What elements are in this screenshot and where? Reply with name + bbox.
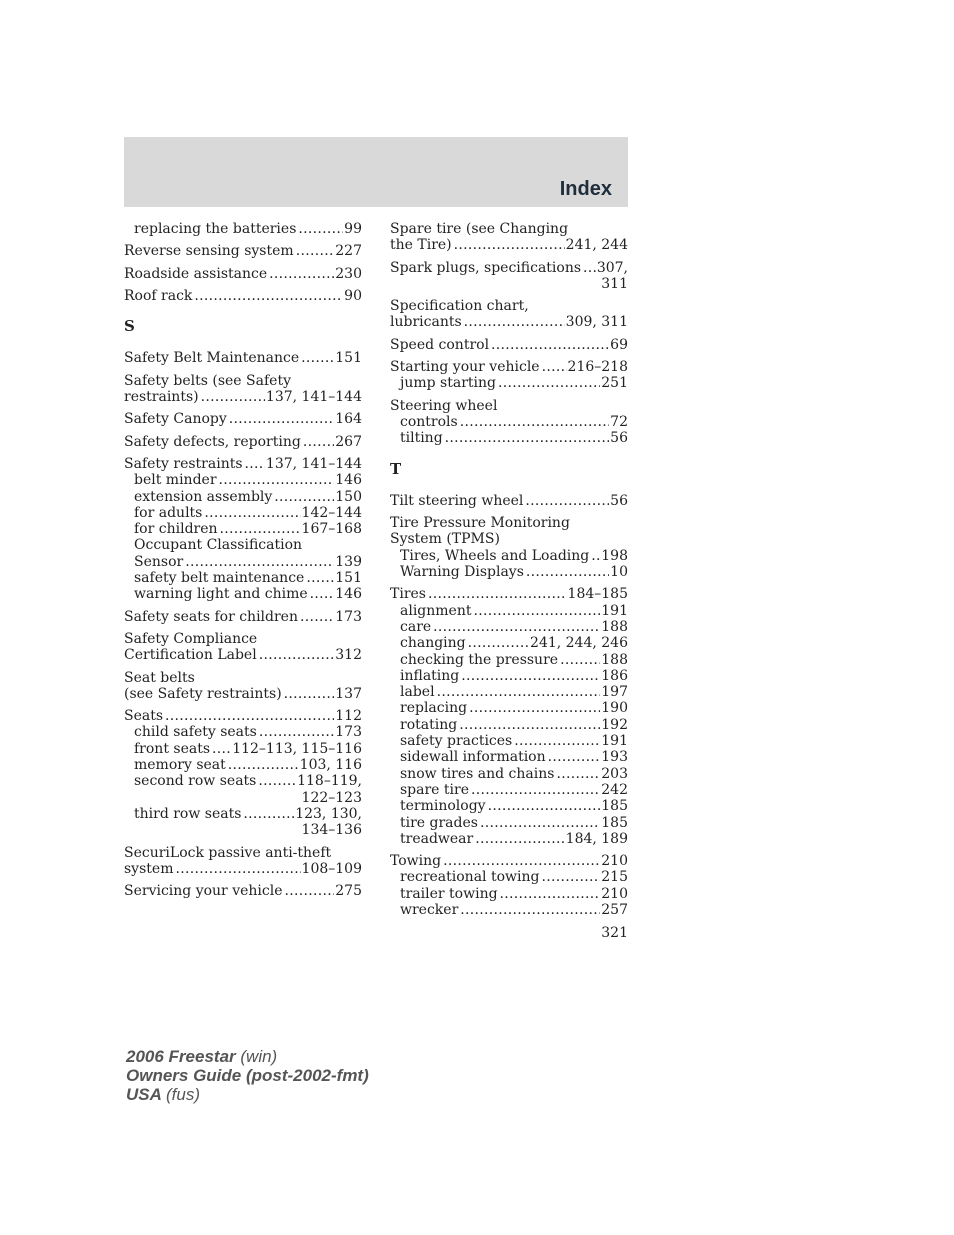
index-entry — [390, 493, 628, 509]
index-term: Certification Label — [124, 647, 257, 664]
index-term: system — [124, 860, 174, 877]
dot-leader — [471, 782, 600, 798]
index-entry — [124, 845, 362, 878]
footer-line-2: Owners Guide (post-2002-fmt) — [126, 1066, 369, 1085]
index-term: Starting your vehicle — [390, 359, 540, 376]
page-ref: 257 — [601, 901, 628, 918]
index-term: Safety seats for children — [124, 608, 298, 625]
dot-leader — [583, 260, 596, 276]
index-line — [124, 411, 362, 427]
index-heading-line: Specification chart, — [390, 298, 529, 315]
index-term: wrecker — [400, 901, 459, 918]
dot-leader — [526, 564, 609, 580]
index-term: tire grades — [400, 814, 478, 831]
index-line — [124, 266, 362, 282]
index-subentry — [124, 806, 362, 822]
section-letter: T — [390, 459, 402, 478]
index-subentry — [390, 733, 628, 749]
page-ref: 184–185 — [567, 586, 628, 603]
index-entry — [124, 434, 362, 450]
page-ref: 137, 141–144 — [265, 455, 362, 472]
index-entry — [390, 221, 628, 254]
index-subentry — [124, 773, 362, 789]
page-ref: 251 — [601, 375, 628, 392]
dot-leader — [460, 902, 600, 918]
index-header-bar — [124, 137, 628, 207]
index-subentry — [390, 749, 628, 765]
index-line — [124, 434, 362, 450]
page-ref: 190 — [601, 700, 628, 717]
dot-leader — [310, 586, 335, 602]
page-ref: 188 — [601, 618, 628, 635]
index-subentry — [390, 717, 628, 733]
dot-leader — [560, 652, 600, 668]
index-term: tilting — [400, 430, 443, 447]
index-entry — [124, 411, 362, 427]
dot-leader — [301, 350, 334, 366]
dot-leader — [284, 686, 335, 702]
index-line — [390, 853, 628, 869]
index-term: controls — [400, 413, 458, 430]
index-line — [124, 288, 362, 304]
index-line — [124, 861, 362, 877]
page-ref: 197 — [601, 684, 628, 701]
page-ref: 151 — [335, 570, 362, 587]
index-term: jump starting — [400, 375, 496, 392]
index-line — [390, 314, 628, 330]
page-ref: 90 — [344, 287, 362, 304]
index-entry — [390, 398, 628, 447]
index-subentry — [124, 741, 362, 757]
section-letter: S — [124, 317, 135, 336]
dot-leader — [298, 221, 343, 237]
page-ref: 151 — [335, 350, 362, 367]
index-subentry — [124, 489, 362, 505]
index-subentry — [124, 505, 362, 521]
index-term: Roadside assistance — [124, 265, 268, 282]
index-term: Safety defects, reporting — [124, 433, 301, 450]
dot-leader — [165, 708, 334, 724]
index-entry — [124, 288, 362, 304]
index-term: Tires — [390, 586, 426, 603]
index-subentry — [390, 375, 628, 391]
dot-leader — [542, 359, 567, 375]
dot-leader — [454, 237, 565, 253]
page-ref: 173 — [335, 608, 362, 625]
index-subentry — [390, 548, 628, 564]
page-ref: 185 — [601, 814, 628, 831]
page-ref: 142–144 — [301, 504, 362, 521]
index-line — [390, 493, 628, 509]
dot-leader — [274, 489, 334, 505]
index-line — [390, 260, 628, 276]
page-ref: 112 — [335, 708, 362, 725]
page-ref: 192 — [601, 716, 628, 733]
dot-leader — [473, 603, 600, 619]
page-ref-continuation: 122–123 — [301, 789, 362, 806]
index-term: for children — [134, 521, 218, 538]
index-heading-line: Spare tire (see Changing — [390, 221, 569, 237]
page-ref: 137 — [335, 685, 362, 702]
page-ref: 164 — [335, 411, 362, 428]
index-line — [124, 647, 362, 663]
index-term: terminology — [400, 798, 486, 815]
page-ref: 123, 130, — [295, 805, 362, 822]
index-heading-line: Seat belts — [124, 669, 195, 686]
dot-leader — [194, 288, 343, 304]
index-subentry — [390, 782, 628, 798]
index-term: Tires, Wheels and Loading — [400, 547, 590, 564]
page-ref: 112–113, 115–116 — [232, 740, 362, 757]
page-ref: 241, 244, 246 — [530, 635, 628, 652]
page-ref: 198 — [601, 547, 628, 564]
index-line — [390, 337, 628, 353]
index-subentry — [390, 815, 628, 831]
dot-leader — [220, 521, 301, 537]
dot-leader — [488, 798, 601, 814]
dot-leader — [212, 741, 231, 757]
dot-leader — [219, 472, 335, 488]
index-subentry — [390, 869, 628, 885]
index-subentry — [124, 472, 362, 488]
index-heading-line: Safety Compliance — [124, 630, 258, 647]
index-term: second row seats — [134, 773, 257, 790]
page-ref: 185 — [601, 798, 628, 815]
dot-leader — [303, 434, 334, 450]
dot-leader — [175, 861, 300, 877]
page-ref: 312 — [335, 647, 362, 664]
index-entry — [124, 350, 362, 366]
dot-leader — [258, 773, 296, 789]
page-ref: 191 — [601, 733, 628, 750]
page-ref: 118–119, — [297, 773, 362, 790]
page-ref: 188 — [601, 651, 628, 668]
page-ref: 230 — [335, 265, 362, 282]
index-term: recreational towing — [400, 869, 540, 886]
index-term: inflating — [400, 667, 460, 684]
index-term: child safety seats — [134, 724, 257, 741]
page-ref: 227 — [335, 243, 362, 260]
page-ref: 186 — [601, 667, 628, 684]
index-subentry — [390, 886, 628, 902]
index-term: replacing — [400, 700, 468, 717]
index-term: memory seat — [134, 757, 226, 774]
page-ref: 307, — [596, 259, 628, 276]
index-term: Spark plugs, specifications — [390, 259, 582, 276]
header-title: Index — [559, 178, 612, 200]
page-ref: 309, 311 — [565, 314, 628, 331]
index-entry — [124, 266, 362, 282]
index-line — [390, 237, 628, 253]
index-term: replacing the batteries — [134, 221, 297, 237]
dot-leader — [229, 411, 335, 427]
index-subentry — [390, 652, 628, 668]
index-line — [390, 586, 628, 602]
index-heading-line: Steering wheel — [390, 397, 498, 414]
index-entry — [390, 359, 628, 392]
index-entry — [390, 853, 628, 918]
index-subentry — [390, 831, 628, 847]
dot-leader — [228, 757, 299, 773]
dot-leader — [541, 869, 600, 885]
page-ref: 242 — [601, 781, 628, 798]
index-subentry — [390, 635, 628, 651]
index-heading-line: SecuriLock passive anti-theft — [124, 844, 332, 861]
index-term: extension assembly — [134, 488, 273, 505]
index-heading-line: System (TPMS) — [390, 531, 500, 548]
index-column-left — [124, 221, 362, 905]
page-ref: 56 — [610, 492, 628, 509]
index-term: trailer towing — [400, 885, 498, 902]
index-term: Servicing your vehicle — [124, 883, 283, 900]
page-ref: 150 — [335, 488, 362, 505]
page-ref: 193 — [601, 749, 628, 766]
index-entry — [390, 586, 628, 847]
page-ref: 146 — [335, 472, 362, 489]
index-term: Safety restraints — [124, 455, 243, 472]
index-column-right — [390, 221, 628, 924]
dot-leader — [480, 815, 600, 831]
dot-leader — [475, 831, 564, 847]
index-subentry — [124, 570, 362, 586]
dot-leader — [185, 554, 334, 570]
index-subentry — [124, 586, 362, 602]
index-heading-line: Occupant Classification — [134, 537, 303, 554]
page-ref: 69 — [610, 336, 628, 353]
index-subentry — [124, 221, 362, 237]
index-term: alignment — [400, 602, 472, 619]
index-term: (see Safety restraints) — [124, 685, 282, 702]
index-line — [124, 350, 362, 366]
index-entry — [124, 243, 362, 259]
index-subentry — [390, 902, 628, 918]
index-subentry — [390, 414, 628, 430]
page-number: 321 — [601, 925, 628, 941]
page-ref: 210 — [601, 885, 628, 902]
page-ref: 184, 189 — [565, 830, 628, 847]
dot-leader — [459, 717, 600, 733]
dot-leader — [500, 886, 601, 902]
index-heading-line: Tire Pressure Monitoring — [390, 515, 570, 532]
index-line — [124, 456, 362, 472]
index-term: lubricants — [390, 314, 462, 331]
footer-line-1: 2006 Freestar (win) — [126, 1047, 278, 1066]
dot-leader — [259, 647, 335, 663]
index-line — [390, 359, 628, 375]
index-term: treadwear — [400, 830, 474, 847]
index-term: Reverse sensing system — [124, 243, 294, 260]
index-term: changing — [400, 635, 466, 652]
page-ref: 215 — [601, 869, 628, 886]
page-ref: 56 — [610, 430, 628, 447]
page-ref: 191 — [601, 602, 628, 619]
dot-leader — [204, 505, 300, 521]
index-term: sidewall information — [400, 749, 546, 766]
index-entry — [390, 260, 628, 293]
dot-leader — [259, 724, 334, 740]
dot-leader — [245, 456, 265, 472]
index-term: Safety Canopy — [124, 411, 227, 428]
index-term: the Tire) — [390, 237, 452, 254]
index-subentry — [124, 724, 362, 740]
dot-leader — [491, 337, 609, 353]
index-term: Sensor — [134, 553, 184, 570]
index-line — [124, 708, 362, 724]
index-subentry — [390, 798, 628, 814]
index-term: Seats — [124, 708, 164, 725]
footer-line-3: USA (fus) — [126, 1085, 200, 1104]
dot-leader — [433, 619, 600, 635]
index-subentry — [124, 554, 362, 570]
page-ref: 241, 244 — [565, 237, 628, 254]
document-footer — [126, 1047, 369, 1104]
index-term: front seats — [134, 740, 211, 757]
dot-leader — [285, 883, 335, 899]
index-term: for adults — [134, 504, 203, 521]
index-term: Tilt steering wheel — [390, 492, 524, 509]
index-subentry — [124, 521, 362, 537]
page-ref: 216–218 — [567, 359, 628, 376]
dot-leader — [428, 586, 567, 602]
index-entry — [124, 221, 362, 237]
dot-leader — [445, 430, 610, 446]
page-ref: 210 — [601, 853, 628, 870]
index-entry — [390, 298, 628, 331]
index-subentry — [390, 430, 628, 446]
index-line — [124, 883, 362, 899]
index-term: Speed control — [390, 336, 490, 353]
page-ref-continuation: 134–136 — [301, 822, 362, 839]
index-term: Roof rack — [124, 287, 193, 304]
page-ref: 99 — [344, 221, 362, 237]
dot-leader — [548, 749, 601, 765]
index-entry — [124, 708, 362, 838]
index-term: rotating — [400, 716, 458, 733]
dot-leader — [461, 668, 600, 684]
dot-leader — [306, 570, 334, 586]
page-ref: 203 — [601, 765, 628, 782]
dot-leader — [460, 414, 609, 430]
page-ref: 167–168 — [301, 521, 362, 538]
dot-leader — [514, 733, 600, 749]
index-subentry — [124, 757, 362, 773]
index-term: restraints) — [124, 389, 199, 406]
dot-leader — [468, 635, 529, 651]
page-ref: 10 — [610, 564, 628, 581]
page-ref: 139 — [335, 553, 362, 570]
dot-leader — [437, 684, 601, 700]
index-term: snow tires and chains — [400, 765, 555, 782]
dot-leader — [443, 853, 600, 869]
index-entry — [124, 373, 362, 406]
index-line — [124, 389, 362, 405]
index-entry — [124, 670, 362, 703]
dot-leader — [464, 314, 565, 330]
dot-leader — [201, 389, 265, 405]
index-term: Safety Belt Maintenance — [124, 350, 300, 367]
index-subentry — [390, 700, 628, 716]
index-term: third row seats — [134, 805, 242, 822]
index-line — [124, 686, 362, 702]
dot-leader — [296, 243, 335, 259]
page-ref: 137, 141–144 — [265, 389, 362, 406]
dot-leader — [556, 766, 600, 782]
page-ref: 146 — [335, 586, 362, 603]
page-ref: 275 — [335, 883, 362, 900]
dot-leader — [498, 375, 600, 391]
page-ref: 72 — [610, 413, 628, 430]
dot-leader — [269, 266, 334, 282]
index-entry — [390, 515, 628, 580]
index-subentry — [390, 684, 628, 700]
index-term: Warning Displays — [400, 564, 524, 581]
index-subentry — [390, 603, 628, 619]
index-term: spare tire — [400, 781, 470, 798]
index-term: warning light and chime — [134, 586, 308, 603]
index-subentry — [390, 668, 628, 684]
index-subentry — [390, 564, 628, 580]
index-subentry — [390, 766, 628, 782]
dot-leader — [300, 609, 334, 625]
page-ref: 267 — [335, 433, 362, 450]
index-line — [124, 609, 362, 625]
page-ref: 108–109 — [301, 860, 362, 877]
index-subentry — [390, 619, 628, 635]
index-line — [124, 243, 362, 259]
index-term: safety practices — [400, 733, 513, 750]
dot-leader — [243, 806, 294, 822]
page-ref: 173 — [335, 724, 362, 741]
index-entry — [124, 883, 362, 899]
index-heading-line: Safety belts (see Safety — [124, 372, 291, 389]
dot-leader — [591, 548, 600, 564]
index-entry — [390, 337, 628, 353]
index-entry — [124, 631, 362, 664]
index-term: Towing — [390, 853, 442, 870]
index-term: care — [400, 618, 432, 635]
page-ref: 103, 116 — [299, 757, 362, 774]
index-term: safety belt maintenance — [134, 570, 305, 587]
index-entry — [124, 609, 362, 625]
index-term: checking the pressure — [400, 651, 559, 668]
index-term: belt minder — [134, 472, 217, 489]
dot-leader — [469, 700, 600, 716]
index-term: label — [400, 684, 435, 701]
dot-leader — [525, 493, 609, 509]
page-ref-continuation: 311 — [601, 275, 628, 292]
index-entry — [124, 456, 362, 603]
